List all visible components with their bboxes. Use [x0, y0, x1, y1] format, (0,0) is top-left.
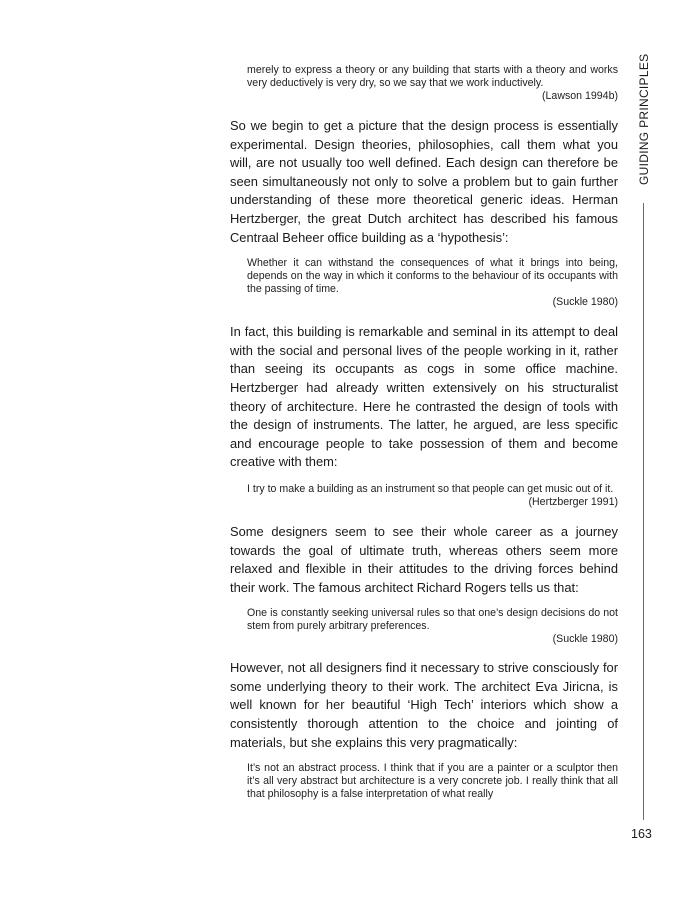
paragraph-centraal-beheer: In fact, this building is remarkable and seminal in its attempt to deal with the social and personal lives of the people working in it, rather than seeing its occupants as cogs in some office machine. Hertzberger had already written extensively on his structuralist theory of architecture. Here he contrasted the design of tools with the design of instruments. The latter, he argued, are less specific and encourage people to take possession of them and become creative with them:	[230, 324, 618, 470]
paragraph-jiricna: However, not all designers find it necessary to strive consciously for some underlying theory to their work. The architect Eva Jiricna, is well known for her beautiful ‘High Tech’ interiors which show a consistently thorough attention to the choice and jointing of materials, but she explains this very pragmatically:	[230, 660, 618, 750]
quote-text: I try to make a building as an instrument so that people can get music out of it.	[247, 482, 614, 495]
paragraph-career-journey: Some designers seem to see their whole career as a journey towards the goal of ultimate truth, whereas others seem more relaxed and flexible in their attitudes to the driving forces behind their work. The famous architect Richard Rogers tells us that:	[230, 523, 618, 595]
quote-text: merely to express a theory or any building that starts with a theory and works very deductively is very dry, so we say that we work inductively.	[247, 64, 618, 89]
block-quote-jiricna	[247, 762, 618, 801]
quote-citation: (Lawson 1994b)	[542, 90, 618, 102]
side-margin-rule	[643, 203, 644, 820]
quote-text: One is constantly seeking universal rules so that one’s design decisions do not stem from purely arbitrary preferences.	[247, 607, 618, 633]
quote-text: Whether it can withstand the consequences of what it brings into being, depends on the way in which it conforms to the behaviour of its occupants with the passing of time.	[247, 257, 618, 296]
running-head-section-title: GUIDING PRINCIPLES	[637, 53, 651, 185]
paragraph-experimental-design: So we begin to get a picture that the design process is essentially experimental. Design theories, philosophies, call them what you will, are not usually too well defined. Each design can therefore be seen simultaneously not only to solve a problem but to gain further understanding of these more theoretical generic ideas. Herman Hertzberger, the great Dutch architect has described his famous Centraal Beheer office building as a ‘hypothesis’:	[230, 118, 618, 245]
block-quote-hertzberger-instrument	[247, 483, 618, 509]
page-body	[230, 64, 618, 801]
block-quote-lawson	[247, 64, 618, 103]
page-number: 163	[631, 827, 652, 841]
quote-citation: (Suckle 1980)	[552, 296, 618, 309]
block-quote-rogers	[247, 607, 618, 646]
quote-citation: (Hertzberger 1991)	[528, 495, 618, 508]
quote-citation: (Suckle 1980)	[552, 633, 618, 646]
quote-text: It’s not an abstract process. I think that if you are a painter or a sculptor then it’s all very abstract but architecture is a very concrete job. I really think that all that philosophy is a false interpretation of what really	[247, 762, 618, 801]
block-quote-hertzberger-hypothesis	[247, 257, 618, 309]
